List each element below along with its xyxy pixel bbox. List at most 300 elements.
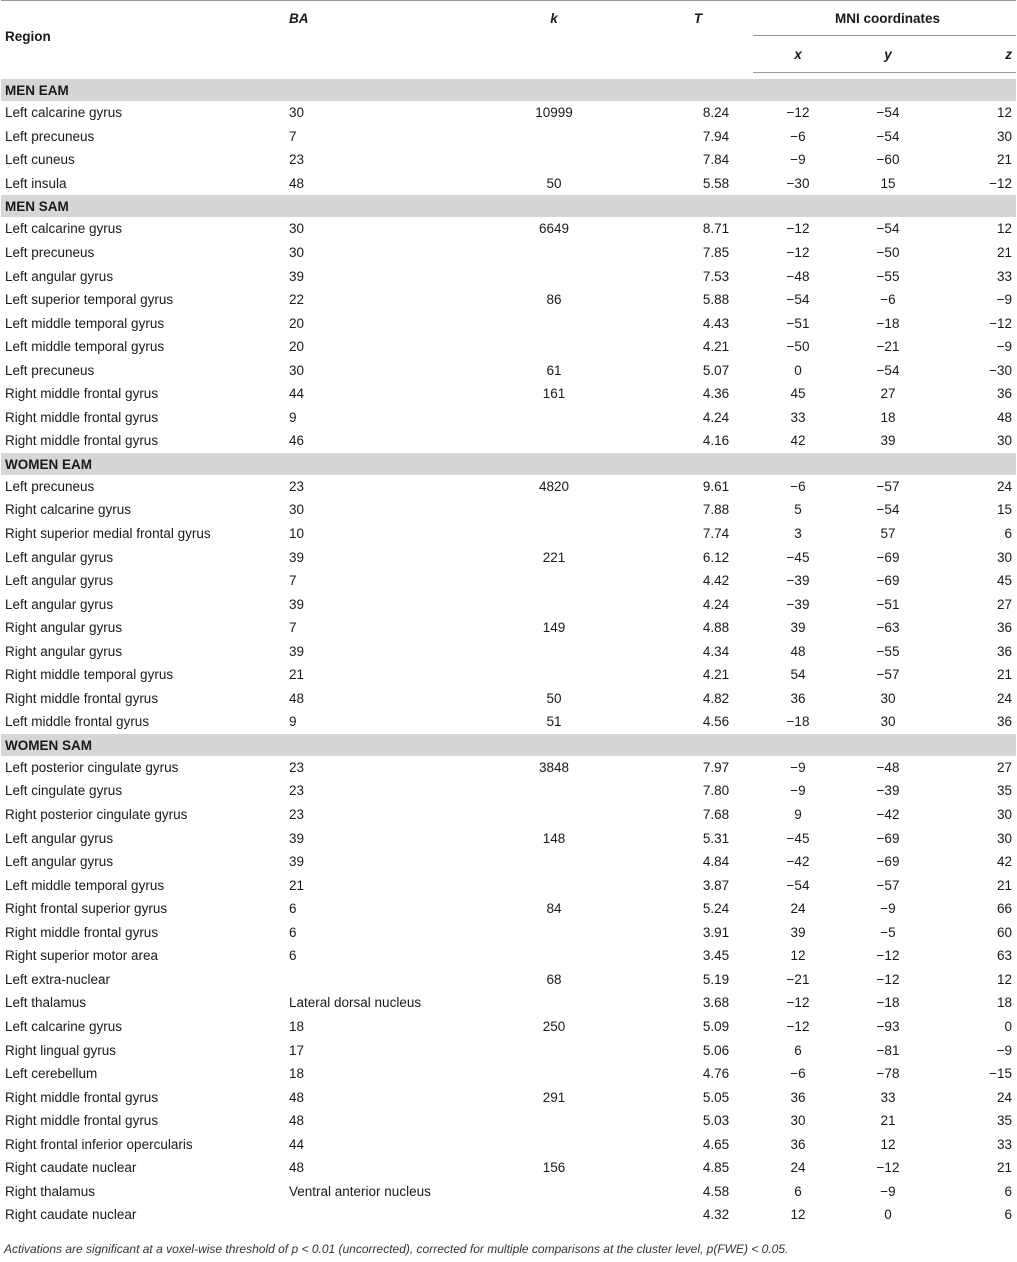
cell-ba: 17: [289, 1042, 305, 1058]
section-title: WOMEN SAM: [1, 734, 1016, 756]
cell-region: Left cerebellum: [5, 1066, 98, 1082]
header-k: k: [550, 11, 558, 26]
cell-z: 63: [996, 948, 1012, 964]
cell-k: 68: [546, 971, 562, 987]
cell-region: Left precuneus: [5, 128, 95, 144]
cell-x: −9: [790, 152, 806, 168]
cell-x: 6: [794, 1183, 802, 1199]
cell-y: −54: [876, 221, 900, 237]
cell-region: Left posterior cingulate gyrus: [5, 759, 179, 775]
cell-z: 21: [996, 667, 1012, 683]
cell-z: 33: [996, 1136, 1012, 1152]
cell-ba: 46: [289, 433, 305, 449]
cell-t: 3.45: [702, 948, 730, 964]
cell-ba: 39: [289, 854, 305, 870]
table-row: [1, 639, 1016, 663]
cell-y: −55: [876, 268, 900, 284]
cell-region: Left precuneus: [5, 245, 95, 260]
cell-t: 6.12: [702, 549, 730, 565]
cell-t: 7.84: [702, 152, 730, 168]
cell-y: −54: [876, 105, 900, 121]
cell-y: −9: [880, 901, 896, 917]
cell-k: 84: [546, 901, 562, 917]
table-row: [1, 335, 1016, 359]
table-row: [1, 382, 1016, 406]
cell-ba: 39: [289, 268, 305, 284]
cell-region: Left angular gyrus: [5, 549, 114, 565]
cell-x: −30: [786, 175, 810, 191]
cell-z: 30: [996, 807, 1012, 823]
cell-t: 4.76: [702, 1066, 730, 1082]
cell-y: −69: [876, 573, 900, 589]
cell-ba: 48: [289, 1113, 305, 1129]
cell-x: 36: [790, 1089, 806, 1105]
cell-t: 8.24: [702, 105, 730, 121]
table-row: [1, 1038, 1016, 1062]
cell-x: −12: [786, 1018, 810, 1034]
cell-y: 12: [880, 1136, 896, 1152]
cell-region: Right caudate nuclear: [5, 1207, 137, 1223]
cell-k: 4820: [538, 478, 570, 494]
cell-ba: 6: [289, 948, 297, 964]
cell-ba: 39: [289, 596, 305, 612]
cell-k: 10999: [535, 105, 573, 121]
cell-x: −42: [786, 854, 810, 870]
cell-ba: 48: [289, 690, 305, 706]
cell-t: 5.07: [702, 362, 730, 378]
cell-z: 33: [996, 268, 1012, 284]
cell-k: [465, 429, 643, 453]
cell-z: 36: [996, 620, 1012, 636]
table-row: [1, 358, 1016, 382]
cell-z: 30: [996, 549, 1012, 565]
cell-k: [465, 125, 643, 149]
cell-z: −30: [989, 362, 1012, 378]
cell-ba: 6: [289, 901, 297, 917]
cell-k: [465, 639, 643, 663]
cell-z: 24: [996, 690, 1012, 706]
cell-y: −42: [876, 807, 900, 823]
table-footnote: Activations are significant at a voxel-wise threshold of p < 0.01 (uncorrected), corrected for multiple comparisons at the cluster level, p(FWE) < 0.05.: [4, 1242, 789, 1256]
cell-ba: 48: [289, 175, 305, 191]
cell-ba: 44: [289, 1136, 305, 1152]
cell-z: 21: [996, 877, 1012, 893]
cell-k: [465, 921, 643, 945]
cell-x: 3: [794, 526, 802, 542]
cell-z: 60: [996, 924, 1012, 940]
cell-k: 250: [542, 1018, 566, 1034]
cell-z: 15: [996, 502, 1012, 518]
cell-y: −18: [876, 315, 900, 331]
cell-ba: 23: [289, 783, 305, 799]
cell-ba: 22: [289, 292, 305, 308]
cell-k: [465, 1062, 643, 1086]
cell-t: 8.71: [702, 221, 730, 237]
section-title: MEN SAM: [1, 195, 1016, 217]
cell-region: Right middle frontal gyrus: [5, 1113, 159, 1129]
cell-z: 24: [996, 478, 1012, 494]
table-row: [1, 921, 1016, 945]
cell-y: 21: [880, 1113, 896, 1129]
header-t: T: [693, 11, 703, 26]
cell-x: −54: [786, 877, 810, 893]
cell-z: −9: [996, 292, 1012, 308]
cell-x: 36: [790, 690, 806, 706]
cell-k: [465, 241, 643, 265]
cell-ba: 30: [289, 221, 305, 237]
cell-ba: Ventral anterior nucleus: [289, 1183, 431, 1199]
cell-k: 61: [546, 362, 562, 378]
cell-ba: 7: [289, 620, 297, 636]
cell-t: 4.88: [702, 620, 730, 636]
cell-y: −48: [876, 759, 900, 775]
cell-y: −54: [876, 502, 900, 518]
cell-region: Right middle frontal gyrus: [5, 924, 159, 940]
cell-k: 50: [546, 690, 562, 706]
cell-k: [465, 873, 643, 897]
cell-region: Left middle frontal gyrus: [5, 714, 150, 730]
cell-ba: 23: [289, 759, 305, 775]
table-row: [1, 1203, 1016, 1227]
table-row: [1, 873, 1016, 897]
table-row: [1, 101, 1016, 125]
cell-x: −6: [790, 478, 806, 494]
cell-x: −54: [786, 292, 810, 308]
cell-z: 24: [996, 1089, 1012, 1105]
table-row: [1, 1156, 1016, 1180]
cell-region: Left angular gyrus: [5, 596, 114, 612]
cell-z: 18: [996, 995, 1012, 1011]
table-row: [1, 1062, 1016, 1086]
cell-k: [465, 264, 643, 288]
table-row: [1, 826, 1016, 850]
cell-y: −57: [876, 667, 900, 683]
cell-x: −12: [786, 245, 810, 260]
cell-k: [465, 522, 643, 546]
cell-z: 35: [996, 1113, 1012, 1129]
cell-region: Left middle temporal gyrus: [5, 315, 165, 331]
cell-region: Left superior temporal gyrus: [5, 292, 174, 308]
cell-k: [465, 1109, 643, 1133]
cell-region: Left angular gyrus: [5, 268, 114, 284]
cell-t: 7.88: [702, 502, 730, 518]
cell-z: 27: [996, 759, 1012, 775]
cell-region: Left calcarine gyrus: [5, 1018, 123, 1034]
cell-y: −12: [876, 971, 900, 987]
cell-t: 4.82: [702, 690, 730, 706]
cell-x: 33: [790, 409, 806, 425]
cell-y: −12: [876, 1160, 900, 1176]
section-header-row: [1, 195, 1016, 217]
cell-k: 291: [542, 1089, 566, 1105]
cell-ba: 7: [289, 573, 297, 589]
table-row: [1, 1132, 1016, 1156]
cell-ba: 18: [289, 1066, 305, 1082]
cell-region: Left angular gyrus: [5, 573, 114, 589]
cell-k: 50: [546, 175, 562, 191]
cell-ba: 9: [289, 714, 297, 730]
cell-k: [465, 850, 643, 874]
table-header: [1, 1, 1016, 73]
table-row: [1, 125, 1016, 149]
cell-x: 12: [790, 1207, 806, 1223]
cell-y: −57: [876, 478, 900, 494]
cell-ba: 30: [289, 362, 305, 378]
cell-k: [465, 1180, 643, 1204]
cell-z: 6: [1004, 1183, 1012, 1199]
cell-y: −69: [876, 854, 900, 870]
section-header-row: [1, 734, 1016, 756]
cell-x: 0: [794, 362, 802, 378]
cell-y: 57: [880, 526, 896, 542]
section-title: WOMEN EAM: [1, 453, 1016, 475]
table-row: [1, 663, 1016, 687]
cell-z: 30: [996, 830, 1012, 846]
cell-z: 30: [996, 433, 1012, 449]
cell-z: 0: [1004, 1018, 1012, 1034]
cell-ba: 39: [289, 643, 305, 659]
header-mni: MNI coordinates: [753, 1, 1016, 36]
cell-y: −54: [876, 128, 900, 144]
cell-x: 48: [790, 643, 806, 659]
cell-z: −12: [989, 315, 1012, 331]
cell-y: 0: [884, 1207, 892, 1223]
cell-x: 9: [794, 807, 802, 823]
cell-k: [465, 991, 643, 1015]
cell-y: 33: [880, 1089, 896, 1105]
cell-k: [465, 1038, 643, 1062]
table-row: [1, 1180, 1016, 1204]
cell-z: 6: [1004, 1207, 1012, 1223]
cell-region: Right middle frontal gyrus: [5, 409, 159, 425]
table-row: [1, 429, 1016, 453]
cell-ba: 6: [289, 924, 297, 940]
cell-region: Right caudate nuclear: [5, 1160, 137, 1176]
cell-t: 4.24: [702, 596, 730, 612]
cell-z: 66: [996, 901, 1012, 917]
cell-k: 51: [546, 714, 562, 730]
cell-k: [465, 592, 643, 616]
cell-y: −69: [876, 549, 900, 565]
cell-ba: 20: [289, 339, 305, 355]
cell-t: 4.43: [702, 315, 730, 331]
cell-region: Left calcarine gyrus: [5, 105, 123, 121]
cell-z: 21: [996, 1160, 1012, 1176]
cell-k: [465, 335, 643, 359]
cell-k: [465, 1203, 643, 1227]
cell-region: Right frontal superior gyrus: [5, 901, 168, 917]
table-row: [1, 687, 1016, 711]
cell-x: 39: [790, 924, 806, 940]
cell-region: Left thalamus: [5, 995, 87, 1011]
cell-region: Left middle temporal gyrus: [5, 877, 165, 893]
table-row: [1, 288, 1016, 312]
cell-ba: 30: [289, 245, 305, 260]
table-row: [1, 756, 1016, 780]
table-row: [1, 545, 1016, 569]
cell-ba: [283, 968, 465, 992]
cell-t: 7.68: [702, 807, 730, 823]
cell-region: Left calcarine gyrus: [5, 221, 123, 237]
table-row: [1, 1015, 1016, 1039]
cell-y: −39: [876, 783, 900, 799]
cell-region: Left middle temporal gyrus: [5, 339, 165, 355]
cell-x: 45: [790, 386, 806, 402]
cell-y: −12: [876, 948, 900, 964]
cell-k: 149: [542, 620, 566, 636]
cell-region: Right angular gyrus: [5, 620, 123, 636]
cell-x: −12: [786, 105, 810, 121]
cell-t: 7.97: [702, 759, 730, 775]
cell-y: −93: [876, 1018, 900, 1034]
cell-region: Left precuneus: [5, 478, 95, 494]
cell-z: 21: [996, 152, 1012, 168]
cell-ba: 23: [289, 152, 305, 168]
cell-z: −12: [989, 175, 1012, 191]
cell-region: Right middle frontal gyrus: [5, 386, 159, 402]
cell-region: Left extra-nuclear: [5, 971, 111, 987]
table-row: [1, 1109, 1016, 1133]
cell-region: Right superior medial frontal gyrus: [5, 526, 211, 542]
cell-ba: 23: [289, 478, 305, 494]
cell-z: 12: [996, 105, 1012, 121]
cell-t: 5.31: [702, 830, 730, 846]
cell-t: 5.03: [702, 1113, 730, 1129]
cell-x: 54: [790, 667, 806, 683]
cell-region: Right lingual gyrus: [5, 1042, 117, 1058]
table-row: [1, 311, 1016, 335]
cell-z: 45: [996, 573, 1012, 589]
cell-k: [465, 311, 643, 335]
table-row: [1, 592, 1016, 616]
cell-ba: 21: [289, 667, 305, 683]
cell-region: Right middle frontal gyrus: [5, 1089, 159, 1105]
cell-y: 39: [880, 433, 896, 449]
cell-region: Right middle frontal gyrus: [5, 433, 159, 449]
cell-y: −21: [876, 339, 900, 355]
cell-ba: 21: [289, 877, 305, 893]
cell-x: −9: [790, 759, 806, 775]
cell-t: 7.74: [702, 526, 730, 542]
cell-ba: Lateral dorsal nucleus: [289, 995, 422, 1011]
cell-ba: 10: [289, 526, 305, 542]
activation-table: [1, 0, 1016, 1227]
cell-ba: 30: [289, 105, 305, 121]
cell-y: −57: [876, 877, 900, 893]
cell-x: −6: [790, 128, 806, 144]
cell-x: −51: [786, 315, 810, 331]
cell-t: 5.09: [702, 1018, 730, 1034]
cell-y: −6: [880, 292, 896, 308]
cell-x: 24: [790, 901, 806, 917]
cell-x: 24: [790, 1160, 806, 1176]
cell-x: −12: [786, 221, 810, 237]
cell-region: Left precuneus: [5, 362, 95, 378]
cell-region: Left angular gyrus: [5, 854, 114, 870]
table-row: [1, 217, 1016, 241]
table-row: [1, 264, 1016, 288]
cell-y: −60: [876, 152, 900, 168]
table-row: [1, 968, 1016, 992]
cell-y: −54: [876, 362, 900, 378]
cell-t: 4.58: [702, 1183, 730, 1199]
cell-y: −50: [876, 245, 900, 260]
cell-x: −9: [790, 783, 806, 799]
cell-t: 7.94: [702, 128, 730, 144]
cell-x: −45: [786, 830, 810, 846]
cell-t: 7.85: [702, 245, 730, 260]
cell-k: [465, 1132, 643, 1156]
table-row: [1, 944, 1016, 968]
table-row: [1, 148, 1016, 172]
section-title: MEN EAM: [1, 79, 1016, 101]
cell-x: 5: [794, 502, 802, 518]
cell-t: 4.65: [702, 1136, 730, 1152]
cell-t: 9.61: [702, 478, 730, 494]
cell-t: 4.36: [702, 386, 730, 402]
cell-y: 30: [880, 714, 896, 730]
cell-region: Right frontal inferior opercularis: [5, 1136, 193, 1152]
cell-t: 5.05: [702, 1089, 730, 1105]
header-x: x: [753, 36, 843, 73]
cell-t: 4.42: [702, 573, 730, 589]
cell-x: −48: [786, 268, 810, 284]
cell-t: 5.06: [702, 1042, 730, 1058]
table-row: [1, 172, 1016, 196]
cell-y: −69: [876, 830, 900, 846]
cell-t: 4.21: [702, 667, 730, 683]
cell-ba: 23: [289, 807, 305, 823]
cell-y: −78: [876, 1066, 900, 1082]
cell-ba: 20: [289, 315, 305, 331]
cell-ba: 39: [289, 830, 305, 846]
cell-x: −18: [786, 714, 810, 730]
cell-z: −9: [996, 339, 1012, 355]
cell-y: −18: [876, 995, 900, 1011]
cell-z: 12: [996, 221, 1012, 237]
cell-region: Left cuneus: [5, 152, 75, 168]
cell-region: Right posterior cingulate gyrus: [5, 807, 188, 823]
cell-k: [465, 944, 643, 968]
cell-t: 4.16: [702, 433, 730, 449]
section-header-row: [1, 453, 1016, 475]
cell-y: −51: [876, 596, 900, 612]
table-row: [1, 803, 1016, 827]
cell-z: 35: [996, 783, 1012, 799]
cell-z: 48: [996, 409, 1012, 425]
cell-x: −21: [786, 971, 810, 987]
cell-t: 4.21: [702, 339, 730, 355]
cell-x: −45: [786, 549, 810, 565]
cell-k: 3848: [538, 759, 570, 775]
cell-z: −15: [989, 1066, 1012, 1082]
cell-y: −5: [880, 924, 896, 940]
cell-z: 30: [996, 128, 1012, 144]
cell-x: −50: [786, 339, 810, 355]
table-row: [1, 241, 1016, 265]
cell-k: [465, 498, 643, 522]
cell-region: Right middle temporal gyrus: [5, 667, 174, 683]
cell-z: 6: [1004, 526, 1012, 542]
cell-t: 4.84: [702, 854, 730, 870]
cell-y: 30: [880, 690, 896, 706]
cell-x: −39: [786, 596, 810, 612]
header-z: z: [933, 36, 1016, 73]
cell-y: −63: [876, 620, 900, 636]
cell-t: 3.68: [702, 995, 730, 1011]
cell-k: [465, 569, 643, 593]
header-y: y: [843, 36, 933, 73]
